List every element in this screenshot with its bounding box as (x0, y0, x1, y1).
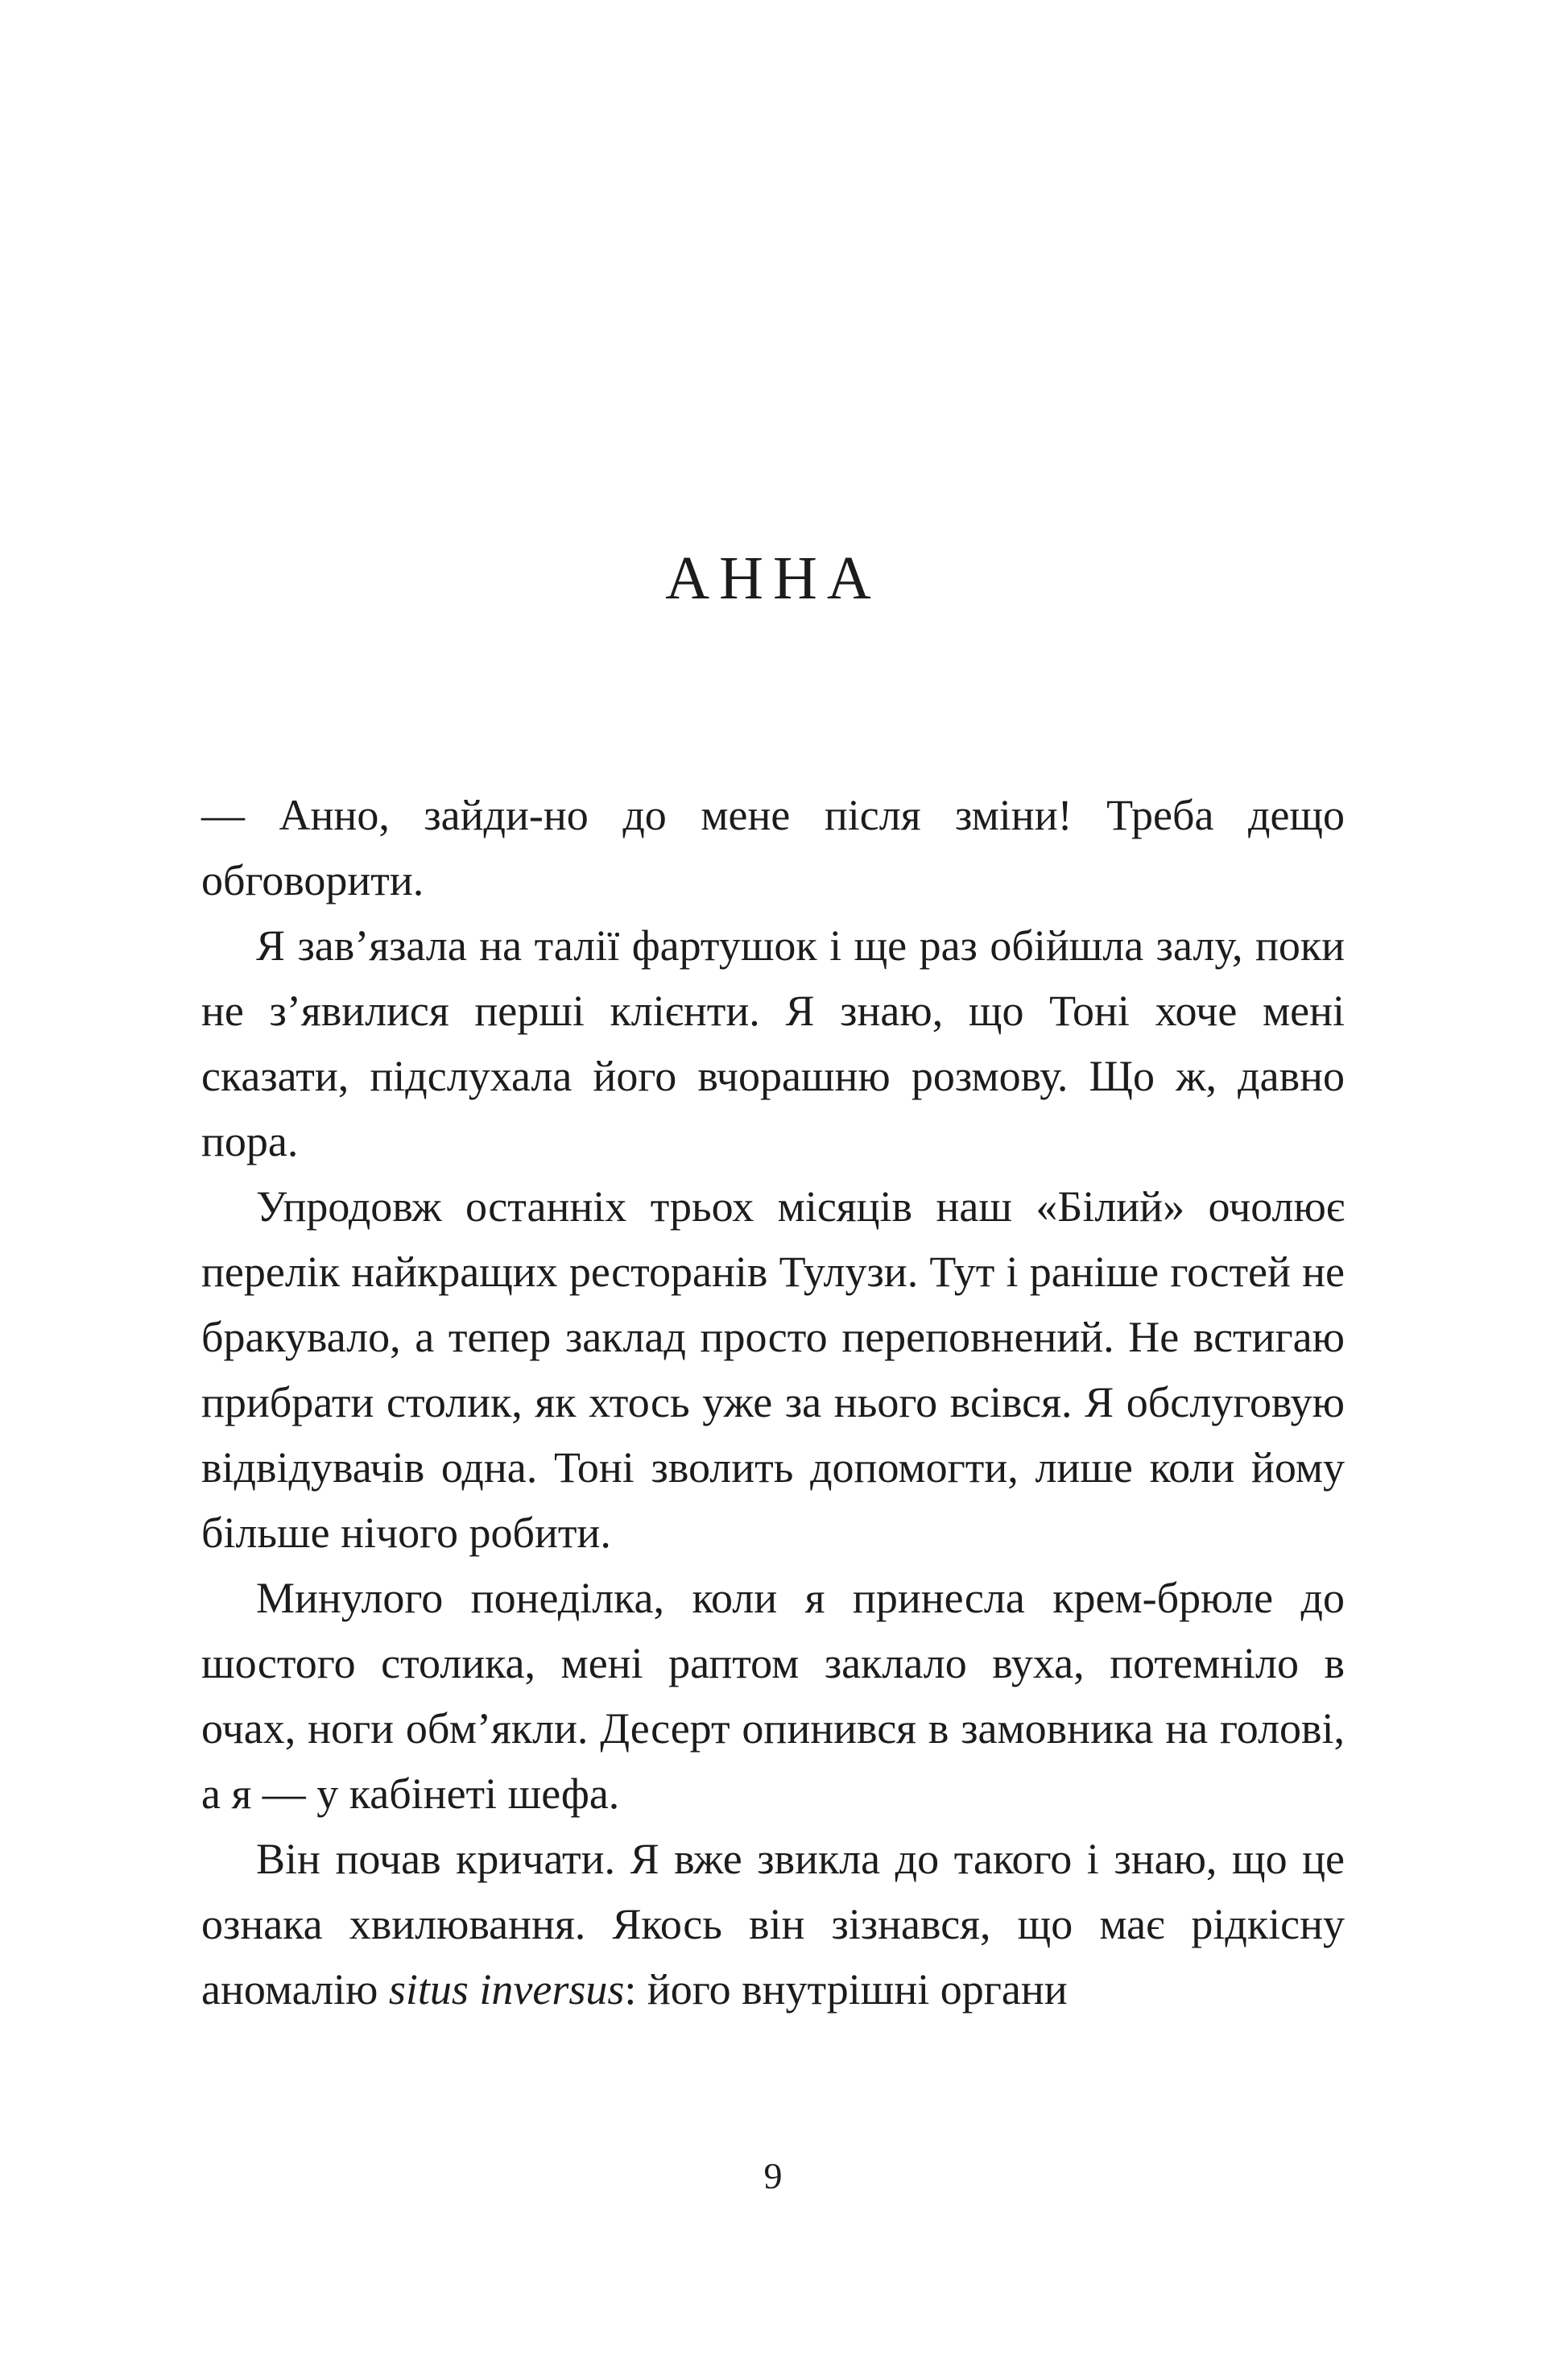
paragraph-text: Я зав’язала на талії фартушок і ще раз обійшла залу, поки не з’явилися перші клієнти. Я знаю, що Тоні хоче мені сказати, підслухала його вчорашню розмову. Що ж, давно пора. (201, 921, 1345, 1165)
body-text (201, 783, 1345, 2022)
page-number: 9 (763, 2155, 783, 2196)
paragraph-text: Він почав кричати. Я вже звикла до такого і знаю, що це ознака хвилювання. Якось він зізнався, що має рідкісну аномалію (201, 1835, 1345, 2014)
paragraph (201, 913, 1345, 1174)
paragraph (201, 1566, 1345, 1827)
paragraph-text: — Анно, зайди-но до мене після зміни! Треба дещо обговорити. (201, 791, 1345, 904)
paragraph-text: Упродовж останніх трьох місяців наш «Білий» очолює перелік найкращих ресторанів Тулузи. Тут і раніше гостей не бракувало, а тепер заклад просто переповнений. Не встигаю прибрати столик, як хтось уже за нього всівся. Я обслуговую відвідувачів одна. Тоні зволить допомогти, лише коли йому більше нічого робити. (201, 1182, 1345, 1557)
paragraph-text: : його внутрішні органи (624, 1965, 1068, 2014)
paragraph (201, 1827, 1345, 2022)
italic-term: situs inversus (388, 1965, 625, 2014)
chapter-title: АННА (665, 544, 881, 612)
paragraph-text: Минулого понеділка, коли я принесла крем-брюле до шостого столика, мені раптом заклало вуха, потемніло в очах, ноги обм’якли. Десерт опинився в замовника на голові, а я — у кабінеті шефа. (201, 1574, 1345, 1818)
paragraph (201, 783, 1345, 913)
paragraph (201, 1174, 1345, 1566)
